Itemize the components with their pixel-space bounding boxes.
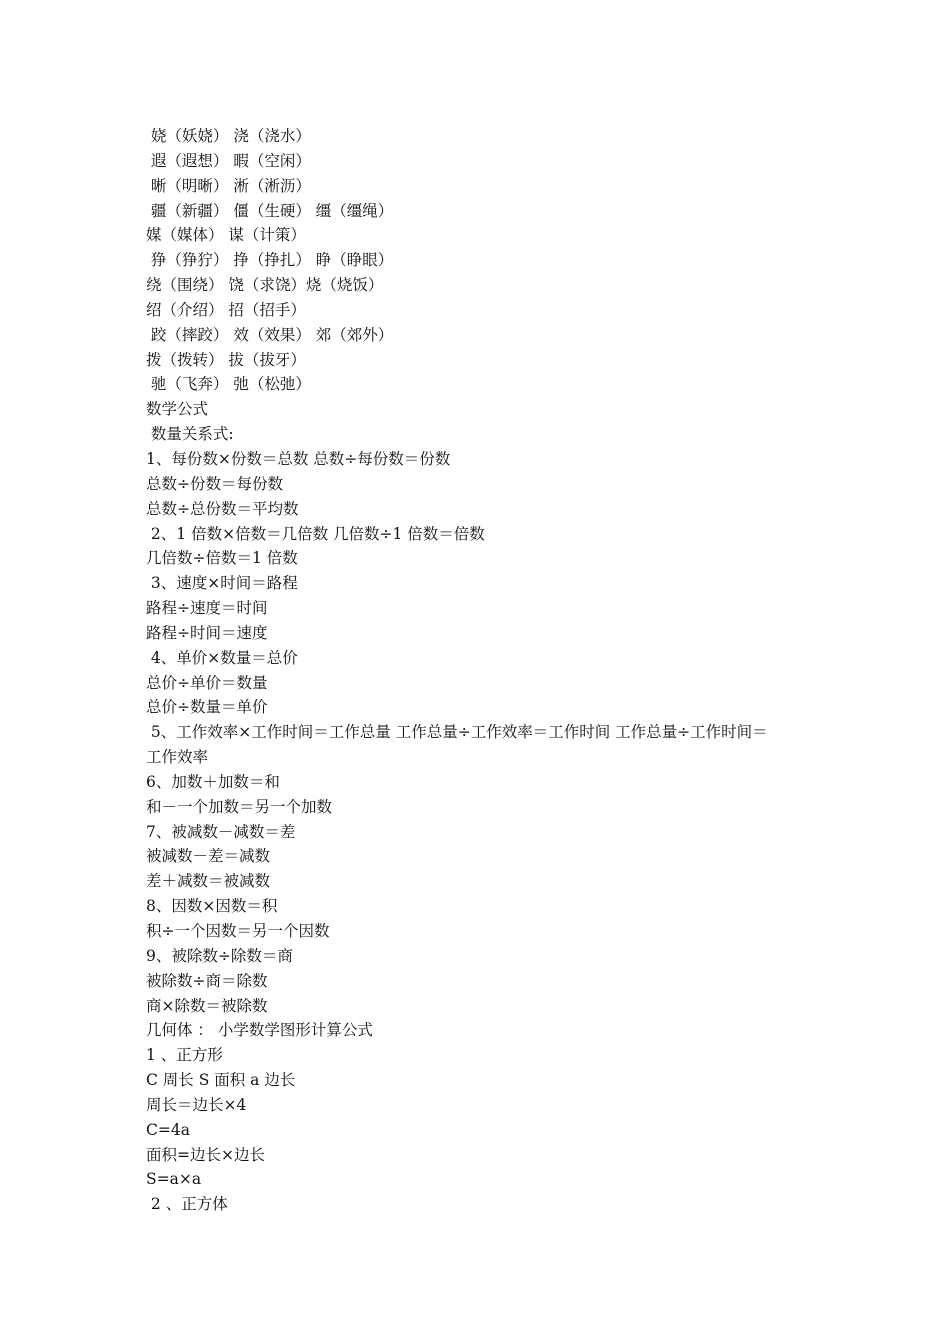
formula-line: 7、被减数－减数＝差	[146, 822, 296, 841]
formula-line: 8、因数×因数＝积	[146, 897, 278, 916]
formula-line: 被除数÷商＝除数	[146, 971, 268, 990]
text-line: 拨（拨转） 拔（拔牙）	[146, 350, 306, 369]
text-line: 驰（飞奔） 弛（松弛）	[146, 375, 311, 394]
formula-line: 总价÷单价＝数量	[146, 673, 268, 692]
text-line: 晰（明晰） 淅（淅沥）	[146, 176, 311, 195]
text-line: 狰（狰狞） 挣（挣扎） 睁（睁眼）	[146, 251, 394, 270]
text-line: 遐（遐想） 暇（空闲）	[146, 151, 311, 170]
formula-line: 和－一个加数＝另一个加数	[146, 797, 333, 816]
formula-line: 差＋减数＝被减数	[146, 872, 271, 891]
formula-line: 总数÷份数＝每份数	[146, 474, 283, 493]
text-line: 娆（妖娆） 浇（浇水）	[146, 127, 311, 145]
formula-line: 几倍数÷倍数＝1 倍数	[146, 549, 298, 568]
subsection-heading: 1 、正方形	[146, 1046, 223, 1065]
formula-line: 3、速度×时间＝路程	[146, 574, 298, 593]
formula-line: 4、单价×数量＝总价	[146, 648, 298, 667]
subsection-heading: 数量关系式:	[146, 425, 234, 444]
text-line: 媒（媒体） 谋（计策）	[146, 226, 306, 245]
subsection-heading: 2 、正方体	[146, 1195, 228, 1214]
formula-line: 6、加数＋加数＝和	[146, 772, 280, 791]
formula-line: 工作效率	[146, 748, 209, 767]
text-line: 绍（介绍） 招（招手）	[146, 300, 306, 319]
text-line: 疆（新疆） 僵（生硬） 缰（缰绳）	[146, 201, 394, 220]
formula-line: S=a×a	[146, 1170, 202, 1189]
formula-line: 面积=边长×边长	[146, 1145, 265, 1164]
formula-line: 商×除数＝被除数	[146, 996, 268, 1015]
section-heading: 数学公式	[146, 400, 209, 419]
formula-line: 积÷一个因数＝另一个因数	[146, 922, 330, 940]
formula-line: 周长＝边长×4	[146, 1095, 247, 1114]
document-body	[146, 124, 826, 1217]
formula-line: 2、1 倍数×倍数＝几倍数 几倍数÷1 倍数＝倍数	[146, 524, 485, 543]
formula-line: C=4a	[146, 1120, 190, 1139]
text-line: 绕（围绕） 饶（求饶）烧（烧饭）	[146, 276, 384, 295]
formula-line: 9、被除数÷除数＝商	[146, 946, 293, 965]
formula-line: 1、每份数×份数＝总数 总数÷每份数＝份数	[146, 449, 451, 468]
formula-line: 总数÷总份数＝平均数	[146, 499, 299, 518]
formula-line: 被减数－差＝减数	[146, 847, 271, 866]
formula-line: 总价÷数量＝单价	[146, 698, 268, 717]
formula-line: 路程÷时间＝速度	[146, 623, 268, 642]
section-heading: 几何体 ： 小学数学图形计算公式	[146, 1021, 373, 1040]
formula-line: 5、工作效率×工作时间＝工作总量 工作总量÷工作效率＝工作时间 工作总量÷工作时间＝	[146, 723, 768, 742]
formula-line: 路程÷速度＝时间	[146, 599, 268, 618]
text-line: 跤（摔跤） 效（效果） 郊（郊外）	[146, 325, 394, 344]
formula-line: C 周长 S 面积 a 边长	[146, 1071, 296, 1090]
